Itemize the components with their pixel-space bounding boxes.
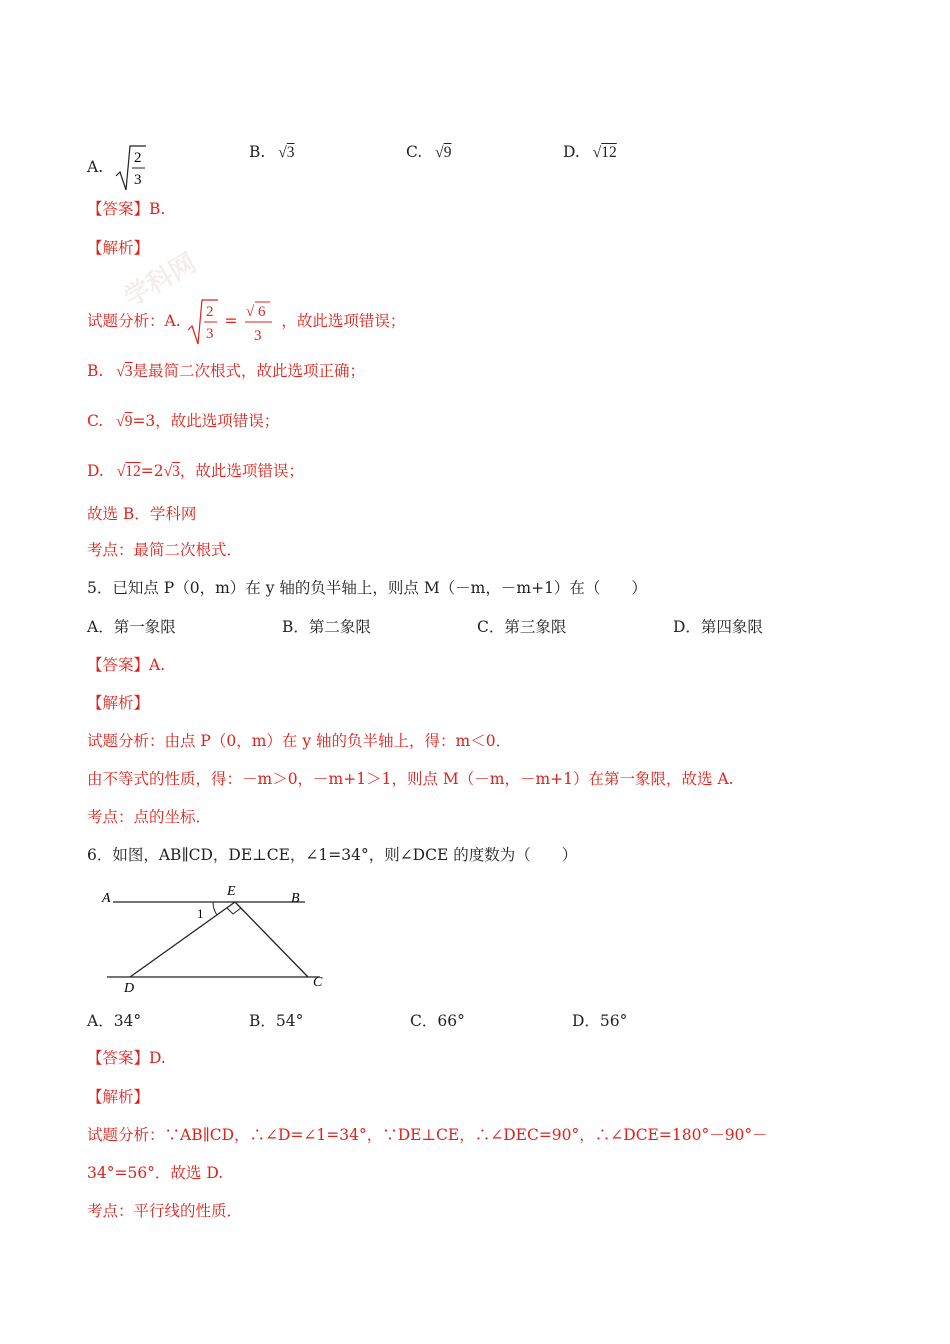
watermark: 学科网 [118,248,202,314]
q4-option-b: B. √3 [249,143,295,161]
q6-option-b: B．54° [249,1012,304,1030]
sqrt-icon: √9 [116,413,133,430]
label-angle-1: 1 [197,906,204,921]
q6-figure [95,880,335,998]
svg-text:6: 6 [258,304,266,320]
sqrt-icon: √3 [116,363,133,380]
q6-analysis-line2: 34°=56°．故选 D. [87,1164,224,1182]
q6-analysis-line1: 试题分析：∵AB∥CD，∴∠D=∠1=34°，∵DE⊥CE，∴∠DEC=90°，∴∠DCE=180°－90°－ [87,1126,768,1144]
q4-option-c: C. √9 [406,143,452,161]
q4-option-d: D. √12 [563,143,617,161]
svg-text:2: 2 [205,304,214,320]
q5-answer: 【答案】A. [87,656,166,674]
sqrt-icon: √3 [278,144,295,161]
q4-analysis-line2: B. √3是最简二次根式，故此选项正确； [87,362,366,380]
sqrt-icon: √9 [435,144,452,161]
q4-a-den: 3 [134,172,142,188]
q4-analysis-line1: 试题分析：A. 2 3 = √ 6 3 ，故此选项错误； [87,296,405,348]
q5-analysis-line2: 由不等式的性质，得：－m＞0，－m+1＞1，则点 M（－m，－m+1）在第一象限，故选 A. [87,770,734,788]
q5-stem: 5．已知点 P（0，m）在 y 轴的负半轴上，则点 M（－m，－m+1）在（ ） [87,579,647,597]
label-a: A [102,891,111,906]
label-b: B [291,891,300,906]
q6-answer: 【答案】D. [87,1049,166,1067]
svg-text:√: √ [246,304,255,320]
q5-option-c: C．第三象限 [477,618,567,636]
label-c: C [313,975,323,990]
q4-a-num: 2 [134,150,142,166]
sqrt-fraction-icon [114,142,148,194]
q4-option-a: A. 2 3 [87,142,148,194]
q4-analysis-label: 【解析】 [87,239,150,257]
q4-analysis-line4: D. √12=2√3，故此选项错误； [87,462,304,480]
sqrt-fraction-icon [186,296,220,348]
q6-analysis-label: 【解析】 [87,1088,150,1106]
sqrt-over-three-icon [242,296,276,348]
q5-option-d: D．第四象限 [673,618,763,636]
q5-point: 考点：点的坐标． [87,808,212,826]
label-e: E [227,884,236,899]
q6-option-c: C．66° [410,1012,465,1030]
q4-analysis-line3: C. √9=3，故此选项错误； [87,412,280,430]
label-d: D [124,981,135,996]
q5-analysis-line1: 试题分析：由点 P（0，m）在 y 轴的负半轴上，得：m＜0． [87,732,512,750]
q4-point: 考点：最简二次根式． [87,541,243,559]
q5-analysis-label: 【解析】 [87,694,150,712]
sqrt-icon: √12 [116,463,141,480]
q4-conclusion: 故选 B．学科网 [87,505,197,523]
sqrt-icon: √3 [163,463,180,480]
sqrt-icon: √12 [592,144,617,161]
q5-option-b: B．第二象限 [282,618,371,636]
q5-option-a: A．第一象限 [87,618,176,636]
q6-point: 考点：平行线的性质． [87,1202,243,1220]
q6-stem: 6．如图，AB∥CD，DE⊥CE，∠1=34°，则∠DCE 的度数为（ ） [87,846,578,864]
svg-text:3: 3 [205,326,214,342]
q4-answer: 【答案】B. [87,200,166,218]
svg-text:3: 3 [254,328,262,344]
q6-option-d: D．56° [572,1012,628,1030]
q6-option-a: A．34° [87,1012,142,1030]
